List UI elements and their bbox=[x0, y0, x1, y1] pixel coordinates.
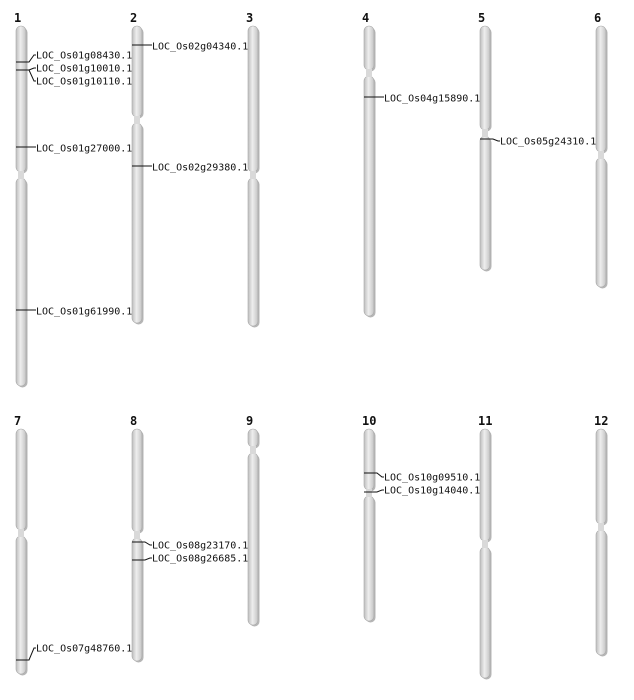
chromosome-arm-q bbox=[16, 178, 26, 386]
centromere bbox=[18, 171, 24, 179]
gene-label: LOC_Os01g10110.1 bbox=[36, 76, 133, 88]
chromosome-arm-q bbox=[248, 178, 258, 326]
chromosome-arm-q bbox=[16, 536, 26, 674]
chromosome-arm-p bbox=[480, 429, 490, 541]
chromosome-label-9: 9 bbox=[246, 414, 254, 428]
gene-leader bbox=[374, 490, 384, 492]
chromosome-arm-p bbox=[16, 429, 26, 530]
chromosome-2 bbox=[132, 26, 144, 325]
chromosome-label-6: 6 bbox=[594, 11, 602, 25]
chromosome-label-4: 4 bbox=[362, 11, 370, 25]
chromosome-arm-p bbox=[596, 26, 606, 152]
gene-label: LOC_Os10g14040.1 bbox=[384, 485, 481, 497]
chromosome-arm-q bbox=[596, 158, 606, 287]
centromere bbox=[598, 523, 604, 531]
chromosome-label-11: 11 bbox=[478, 414, 493, 428]
gene-label: LOC_Os01g61990.1 bbox=[36, 306, 133, 318]
centromere bbox=[134, 531, 140, 539]
gene-label: LOC_Os01g27000.1 bbox=[36, 143, 133, 155]
chromosome-11 bbox=[480, 429, 492, 680]
gene-label: LOC_Os10g09510.1 bbox=[384, 472, 481, 484]
gene-label: LOC_Os01g08430.1 bbox=[36, 50, 133, 62]
chromosome-4 bbox=[364, 26, 376, 318]
chromosome-6 bbox=[596, 26, 608, 289]
gene-label: LOC_Os02g04340.1 bbox=[152, 41, 249, 53]
chromosome-arm-q bbox=[364, 496, 374, 621]
chromosome-12 bbox=[596, 429, 608, 657]
chromosome-arm-q bbox=[364, 76, 374, 316]
chromosome-arm-p bbox=[364, 26, 374, 70]
centromere bbox=[366, 489, 372, 497]
chromosome-10 bbox=[364, 429, 376, 623]
gene-label: LOC_Os05g24310.1 bbox=[500, 136, 597, 148]
chromosome-label-8: 8 bbox=[130, 414, 138, 428]
chromosome-1 bbox=[16, 26, 28, 388]
centromere bbox=[134, 116, 140, 124]
gene-label: LOC_Os08g23170.1 bbox=[152, 540, 249, 552]
chromosome-label-7: 7 bbox=[14, 414, 22, 428]
chromosome-arm-p bbox=[248, 26, 258, 172]
chromosome-arm-p bbox=[16, 26, 26, 172]
chromosome-arm-q bbox=[132, 123, 142, 323]
gene-label: LOC_Os01g10010.1 bbox=[36, 63, 133, 75]
chromosome-label-5: 5 bbox=[478, 11, 486, 25]
chromosome-5 bbox=[480, 26, 492, 272]
gene-label: LOC_Os02g29380.1 bbox=[152, 162, 249, 174]
chromosome-arm-q bbox=[596, 530, 606, 655]
chromosome-arm-p bbox=[364, 429, 374, 490]
centromere bbox=[250, 446, 256, 454]
gene-label: LOC_Os07g48760.1 bbox=[36, 643, 133, 655]
centromere bbox=[366, 69, 372, 77]
gene-label: LOC_Os04g15890.1 bbox=[384, 93, 481, 105]
centromere bbox=[18, 529, 24, 537]
chromosome-label-10: 10 bbox=[362, 414, 377, 428]
gene-label: LOC_Os08g26685.1 bbox=[152, 553, 249, 565]
centromere bbox=[482, 540, 488, 548]
chromosome-arm-p bbox=[480, 26, 490, 130]
chromosome-arm-q bbox=[480, 547, 490, 678]
centromere bbox=[250, 171, 256, 179]
chromosome-arm-p bbox=[248, 429, 258, 447]
chromosome-arm-q bbox=[132, 538, 142, 661]
gene-leader bbox=[490, 139, 500, 141]
chromosome-label-3: 3 bbox=[246, 11, 254, 25]
centromere bbox=[482, 129, 488, 137]
chromosome-label-1: 1 bbox=[14, 11, 22, 25]
chromosome-arm-p bbox=[132, 26, 142, 117]
chromosome-label-2: 2 bbox=[130, 11, 138, 25]
chromosome-arm-p bbox=[132, 429, 142, 532]
chromosome-3 bbox=[248, 26, 260, 328]
chromosome-arm-q bbox=[248, 453, 258, 625]
chromosome-8 bbox=[132, 429, 144, 663]
chromosome-label-12: 12 bbox=[594, 414, 609, 428]
chromosome-9 bbox=[248, 429, 260, 627]
chromosome-arm-q bbox=[480, 136, 490, 270]
centromere bbox=[598, 151, 604, 159]
chromosome-7 bbox=[16, 429, 28, 676]
chromosome-arm-p bbox=[596, 429, 606, 524]
